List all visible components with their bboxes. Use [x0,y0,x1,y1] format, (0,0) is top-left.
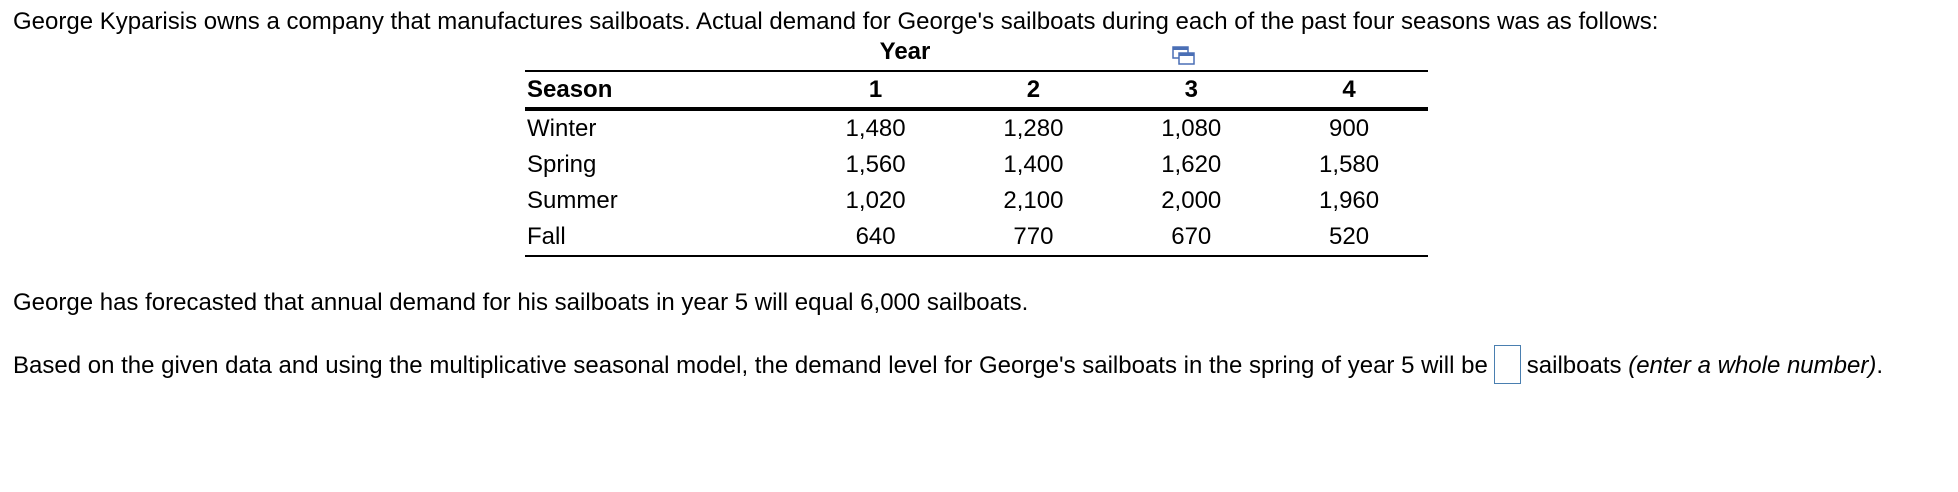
year-3-header: 3 [1112,71,1270,109]
season-cell: Spring [527,151,597,178]
table-row [525,147,1428,183]
question-end: . [1876,352,1883,379]
question-text [13,347,1953,386]
question-hint: (enter a whole number) [1628,352,1877,379]
value-cell: 520 [1270,219,1428,256]
value-cell: 2,100 [1003,187,1064,214]
season-cell: Winter [527,115,597,142]
table-row [525,183,1428,219]
value-cell: 1,580 [1319,151,1380,178]
value-cell: 2,000 [1161,187,1222,214]
table-row [525,109,1428,147]
value-cell: 670 [1112,219,1270,256]
value-cell: 1,020 [845,187,906,214]
demand-table [525,70,1428,257]
answer-input[interactable] [1494,345,1521,384]
value-cell: 1,560 [845,151,906,178]
season-header: Season [525,71,797,109]
value-cell: 1,480 [845,115,906,142]
value-cell: 770 [955,219,1113,256]
value-cell: 1,080 [1161,115,1222,142]
season-cell: Summer [527,187,618,214]
intro-text: George Kyparisis owns a company that manufactures sailboats. Actual demand for George's sailboats during each of the past four seasons was as follows: [13,8,1659,35]
year-2-header: 2 [955,71,1113,109]
value-cell: 1,620 [1161,151,1222,178]
question-suffix: sailboats [1526,352,1622,379]
value-cell: 900 [1329,115,1370,142]
year-4-header: 4 [1270,71,1428,109]
table-row [525,219,1428,256]
value-cell: 1,960 [1319,187,1380,214]
year-label: Year [879,38,931,65]
season-cell: Fall [525,219,797,256]
value-cell: 1,280 [1003,115,1064,142]
question-prefix: Based on the given data and using the multiplicative seasonal model, the demand level for George's sailboats in the spring of year 5 will be [13,352,1488,379]
copy-icon[interactable] [1172,45,1197,65]
value-cell: 1,400 [1003,151,1064,178]
forecast-text: George has forecasted that annual demand for his sailboats in year 5 will equal 6,000 sailboats. [13,289,1029,316]
year-header [525,38,1428,70]
demand-table-container [525,38,1428,257]
year-1-header: 1 [797,71,955,109]
value-cell: 640 [797,219,955,256]
table-header-row [525,71,1428,109]
